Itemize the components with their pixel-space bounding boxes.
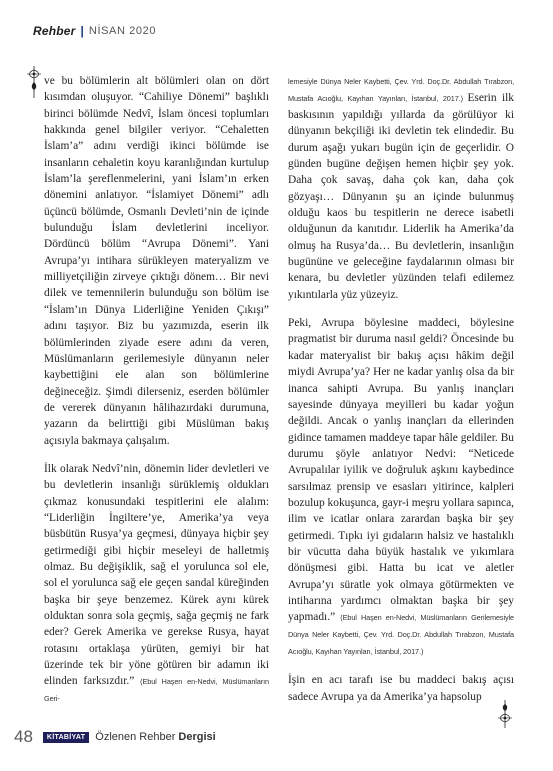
article-paragraph — [44, 461, 269, 707]
article-column-left — [44, 73, 269, 707]
body-text: ve bu bölümlerin alt bölümleri olan on dört kısımdan oluşuyor. “Cahiliye Dönemi” başlıklı birinci bölümde Nedvî, İslam öncesi toplumları hakkında genel bilgiler veriyor. “Cehaletten İslam’a” adını verdiği ikinci bölümde ise insanların cehaletin koyu karanlığından kurtulup İslam’la şereflenmelerini, yani İslam’ın erken dönemini anlatıyor. “İslamiyet Dönemi” adlı üçüncü bölümde, Osmanlı Devleti’nin de içinde bulunduğu İslam devletlerini inceliyor. Dördüncü bölüm “Avrupa Dönemi”. Yani Avrupa’yı intihara sürükleyen materyalizm ve milliyetçiliğin zirveye çıktığı dönem… Bir nevi dilek ve temennilerin bulunduğu son bölüm ise “İslam’ın Dünya Liderliğine Yeniden Çıkışı” adını taşıyor. Biz bu yazımızda, eserin ilk bölümlerinden ziyade esere adını da veren, Müslümanların gerilemesiyle dünyanın neler kaybettiğini ele alan son bölümlerine değineceğiz. Şimdi dilerseniz, eserden bölümler de vererek dünyanın hâlihazırdaki durumuna, yazarın da belirttiği gibi Müslüman bakış açısıyla bakmaya çalışalım. — [44, 75, 269, 447]
issue-date: NİSAN 2020 — [88, 25, 157, 37]
article-column-right — [288, 73, 514, 705]
citation-text: (Ebul Haşen en-Nedvi, Müslümanların Gerilemesiyle Dünya Neler Kaybetti, Çev. Yrd. Doç.Dr. Abdullah Tırabzon, Mustafa Acıoğlu, Kayıhan Yayınları, İstanbul, 2017.) — [288, 613, 514, 657]
citation-text: (Ebul Haşen en-Nedvi, Müslümanların Geri- — [44, 677, 270, 704]
magazine-title-bold: Dergisi — [178, 731, 216, 743]
magazine-title-prefix: Özlenen Rehber — [95, 731, 176, 743]
article-paragraph — [288, 73, 514, 303]
article-paragraph — [288, 672, 514, 705]
page-footer — [14, 726, 216, 748]
page-number: 48 — [14, 727, 33, 746]
header-separator: | — [80, 24, 84, 38]
body-text: İşin en acı tarafı ise bu maddeci bakış açısı sadece Avrupa ya da Amerika’ya hapsolup — [288, 674, 514, 703]
page-header — [33, 21, 156, 41]
magazine-title — [95, 731, 215, 743]
article-paragraph — [44, 73, 269, 449]
body-text: Eserin ilk baskısının yapıldığı yıllarda da görülüyor ki dünyanın bekçiliği iki devletin tek elindedir. Bu durum aşağı yukarı bugün için de geçerlidir. O günden bugüne değişen hemen hiçbir şey yok. Daha çok savaş, daha çok kan, daha çok gözyaşı… Dünyanın şu an içinde bulunmuş olduğu kaos bu tespitlerin ne derece isabetli olduğunun da kanıtıdır. Liderlik ha Amerika’da olmuş ha Rusya’da… Bu devletlerin, insanlığın bugününe ve geleceğine faydalarının olması bir kenara, bu devletler yüzünden telafi edilemez yıkıntılarla yüz yüzeyiz. — [288, 92, 514, 301]
corner-ornament-icon — [24, 64, 44, 100]
section-badge: KİTABİYAT — [43, 732, 89, 743]
article-paragraph — [288, 315, 514, 660]
corner-ornament-icon — [495, 700, 515, 730]
citation-text: lemesiyle Dünya Neler Kaybetti, Çev. Yrd. Doç.Dr. Abdullah Tırabzon, Mustafa Acıoğlu, Kayıhan Yayınları, İstanbul, 2017.) — [288, 77, 514, 103]
body-text: Peki, Avrupa böylesine maddeci, böylesine pragmatist bir duruma nasıl geldi? Öncesinde bu kadar materyalist bir bakış açısı hâkim değil miydi Avrupa’ya? Her ne kadar yanlış olsa da bir inanca sahipti Avrupa. Bu yanlış inançları sayesinde dünyaya meyilleri bu kadar yoğun değildi. Ancak o yanlış inançları da ellerinden gidince tamamen maddeye tapar hâle geldiler. Bu durumu şöyle anlatıyor Nedvi: “Neticede Avrupalılar iyilik ve doğruluk aşkını kaybedince sarsılmaz prensip ve esasları yitirince, kalpleri bozulup kokuşunca, gayr-i meşru yollara sapınca, ilim ve icatlar onlara zarardan başka bir şey getirmedi. Tıpkı iyi gıdaların halsiz ve hastalıklı bir vücutta daha büyük hastalık ve yıkımlara dönüşmesi gibi. Hatta bu icat ve aletler Avrupa’yı süratle yok olmaya götürmekten ve intiharına yardımcı olmaktan başka bir şey yapmadı.” — [288, 317, 514, 624]
magazine-logo: Rehber — [33, 24, 76, 38]
body-text: İlk olarak Nedvî’nin, dönemin lider devletleri ve bu devletlerin insanlığı sürüklemiş oldukları çıkmaz konusundaki tespitlerini ele alalım: “Liderliğin İngiltere’ye, Amerika’ya veya büsbütün Rusya’ya geçmesi, dünyaya hiçbir şey getirmediği gibi hiçbir meseleyi de halletmiş olmaz. Bu değişiklik, sağ el yorulunca sol ele, sol el yorulunca sağ ele geçen sandal küreğinden başka bir şeye benzemez. Kürek aynı kürek olduktan sonra sola geçmiş, sağa geçmiş ne fark eder? Gerek Amerika ve gerekse Rusya, hayat rotasını ortaklaşa yürüten, gemiyi bir hat üzerinde tek bir yöne götüren bir adamın iki elinden farksızdır.” — [44, 462, 269, 688]
